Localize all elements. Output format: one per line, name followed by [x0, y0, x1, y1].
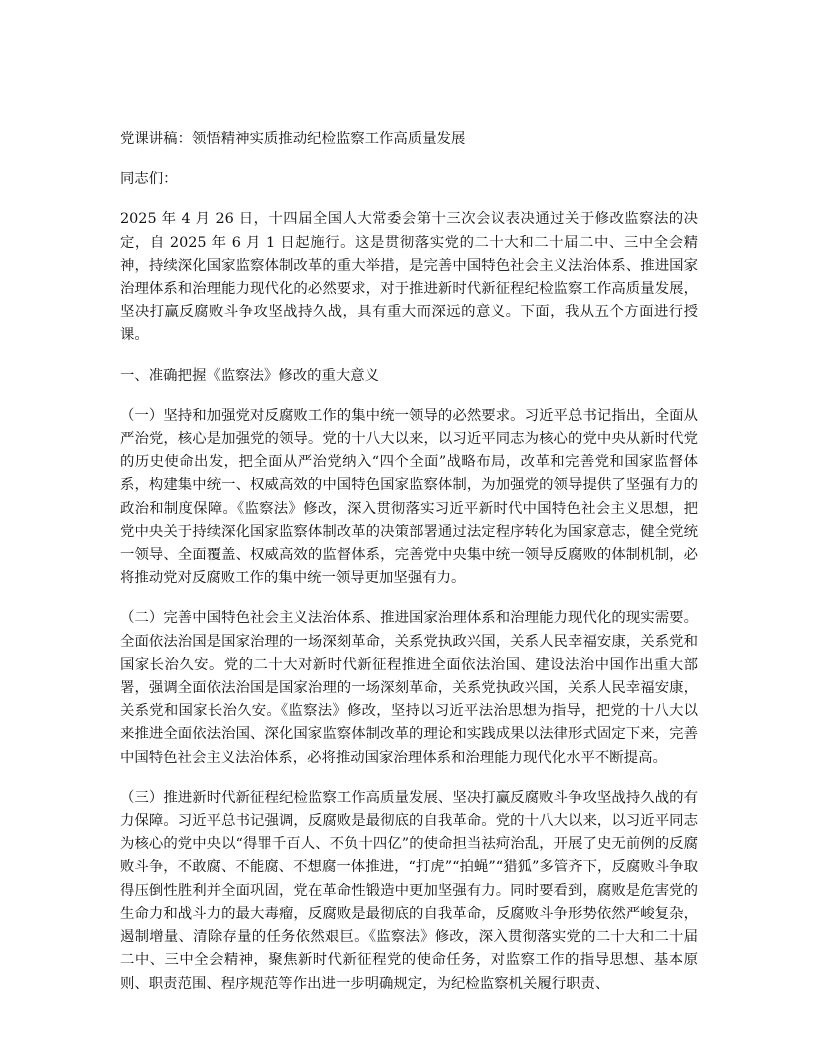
document-page [120, 128, 698, 1013]
paragraph-3: （三）推进新时代新征程纪检监察工作高质量发展、坚决打赢反腐败斗争攻坚战持久战的有力保障。习近平总书记强调，反腐败是最彻底的自我革命。党的十八大以来，以习近平同志为核心的党中央以“得罪千百人、不负十四亿”的使命担当祛疴治乱，开展了史无前例的反腐败斗争，不敢腐、不能腐、不想腐一体推进，“打虎”“拍蝇”“猎狐”多管齐下，反腐败斗争取得压倒性胜利并全面巩固，党在革命性锻造中更加坚强有力。同时要看到，腐败是危害党的生命力和战斗力的最大毒瘤，反腐败是最彻底的自我革命，反腐败斗争形势依然严峻复杂，遏制增量、清除存量的任务依然艰巨。《监察法》修改，深入贯彻落实党的二十大和二十届二中、三中全会精神，聚焦新时代新征程党的使命任务，对监察工作的指导思想、基本原则、职责范围、程序规范等作出进一步明确规定，为纪检监察机关履行职责、 [120, 789, 698, 992]
paragraph-1: （一）坚持和加强党对反腐败工作的集中统一领导的必然要求。习近平总书记指出，全面从严治党，核心是加强党的领导。党的十八大以来，以习近平同志为核心的党中央从新时代党的历史使命出发，把全面从严治党纳入“四个全面”战略布局，改革和完善党和国家监督体系，构建集中统一、权威高效的中国特色国家监察体制，为加强党的领导提供了坚强有力的政治和制度保障。《监察法》修改，深入贯彻落实习近平新时代中国特色社会主义思想，把党中央关于持续深化国家监察体制改革的决策部署通过法定程序转化为国家意志，健全党统一领导、全面覆盖、权威高效的监督体系，完善党中央集中统一领导反腐败的体制机制，必将推动党对反腐败工作的集中统一领导更加坚强有力。 [120, 407, 698, 587]
document-title: 党课讲稿：领悟精神实质推动纪检监察工作高质量发展 [120, 131, 466, 147]
intro-paragraph: 2025 年 4 月 26 日，十四届全国人大常委会第十三次会议表决通过关于修改监察法的决定，自 2025 年 6 月 1 日起施行。这是贯彻落实党的二十大和二十届二中、三中全会精神，持续深化国家监察体制改革的重大举措，是完善中国特色社会主义法治体系、推进国家治理体系和治理能力现代化的必然要求，对于推进新时代新征程纪检监察工作高质量发展，坚决打赢反腐败斗争攻坚战持久战，具有重大而深远的意义。下面，我从五个方面进行授课。 [120, 211, 698, 344]
section-heading: 一、准确把握《监察法》修改的重大意义 [120, 367, 380, 384]
paragraph-2: （二）完善中国特色社会主义法治体系、推进国家治理体系和治理能力现代化的现实需要。全面依法治国是国家治理的一场深刻革命，关系党执政兴国，关系人民幸福安康，关系党和国家长治久安。党的二十大对新时代新征程推进全面依法治国、建设法治中国作出重大部署，强调全面依法治国是国家治理的一场深刻革命，关系党执政兴国，关系人民幸福安康，关系党和国家长治久安。《监察法》修改，坚持以习近平法治思想为指导，把党的十八大以来推进全面依法治国、深化国家监察体制改革的理论和实践成果以法律形式固定下来，完善中国特色社会主义法治体系，必将推动国家治理体系和治理能力现代化水平不断提高。 [120, 610, 698, 766]
salutation: 同志们： [120, 171, 178, 188]
